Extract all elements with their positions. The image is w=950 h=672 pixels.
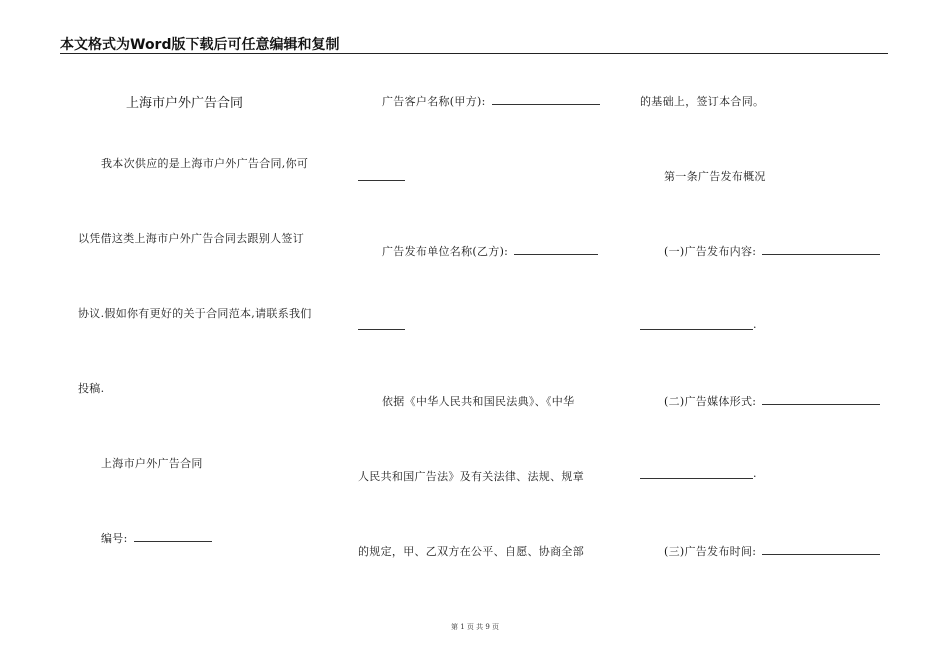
intro-line-3: 协议.假如你有更好的关于合同范本,请联系我们 [78,307,312,320]
basis-line-2: 人民共和国广告法》及有关法律、法规、规章 [358,470,584,483]
item-3-blank[interactable] [762,544,880,555]
basis-continuation: 的基础上，签订本合同。 [640,95,765,108]
party-a-blank[interactable] [492,94,600,105]
item-2-field [664,393,880,409]
contract-number-blank[interactable] [134,531,212,542]
basis-line-3: 的规定，甲、乙双方在公平、自愿、协商全部 [358,545,584,558]
item-1-period: . [753,318,757,331]
intro-line-2: 以凭借这类上海市户外广告合同去跟别人签订 [78,232,304,245]
item-1-blank-continued[interactable] [640,329,753,330]
contract-title: 上海市户外广告合同 [126,96,244,111]
contract-number-field [101,530,212,546]
item-3-field [664,543,880,559]
subtitle: 上海市户外广告合同 [101,457,203,470]
item-2-blank-continued[interactable] [640,478,753,479]
document-header-title: 本文格式为Word版下载后可任意编辑和复制 [60,37,340,53]
item-2-period: . [753,467,757,480]
item-1-label: (一)广告发布内容: [664,245,757,258]
page-number: 第 1 页 共 9 页 [450,623,500,631]
item-2-blank[interactable] [762,394,880,405]
header-rule [60,53,888,54]
party-b-blank[interactable] [514,244,598,255]
item-2-label: (二)广告媒体形式: [664,395,757,408]
item-1-field [664,243,880,259]
intro-line-1: 我本次供应的是上海市户外广告合同,你可 [101,157,309,170]
basis-line-1: 依据《中华人民共和国民法典》、《中华 [382,395,575,408]
intro-line-4: 投稿. [78,382,105,395]
item-3-label: (三)广告发布时间: [664,545,757,558]
party-a-blank-continued[interactable] [358,180,405,181]
party-a-label: 广告客户名称(甲方): [382,95,486,108]
party-a-field [382,93,600,109]
contract-number-label: 编号: [101,532,128,545]
party-b-blank-continued[interactable] [358,329,405,330]
party-b-field [382,243,598,259]
item-1-blank[interactable] [762,244,880,255]
article-1-title: 第一条广告发布概况 [664,170,766,183]
party-b-label: 广告发布单位名称(乙方): [382,245,509,258]
